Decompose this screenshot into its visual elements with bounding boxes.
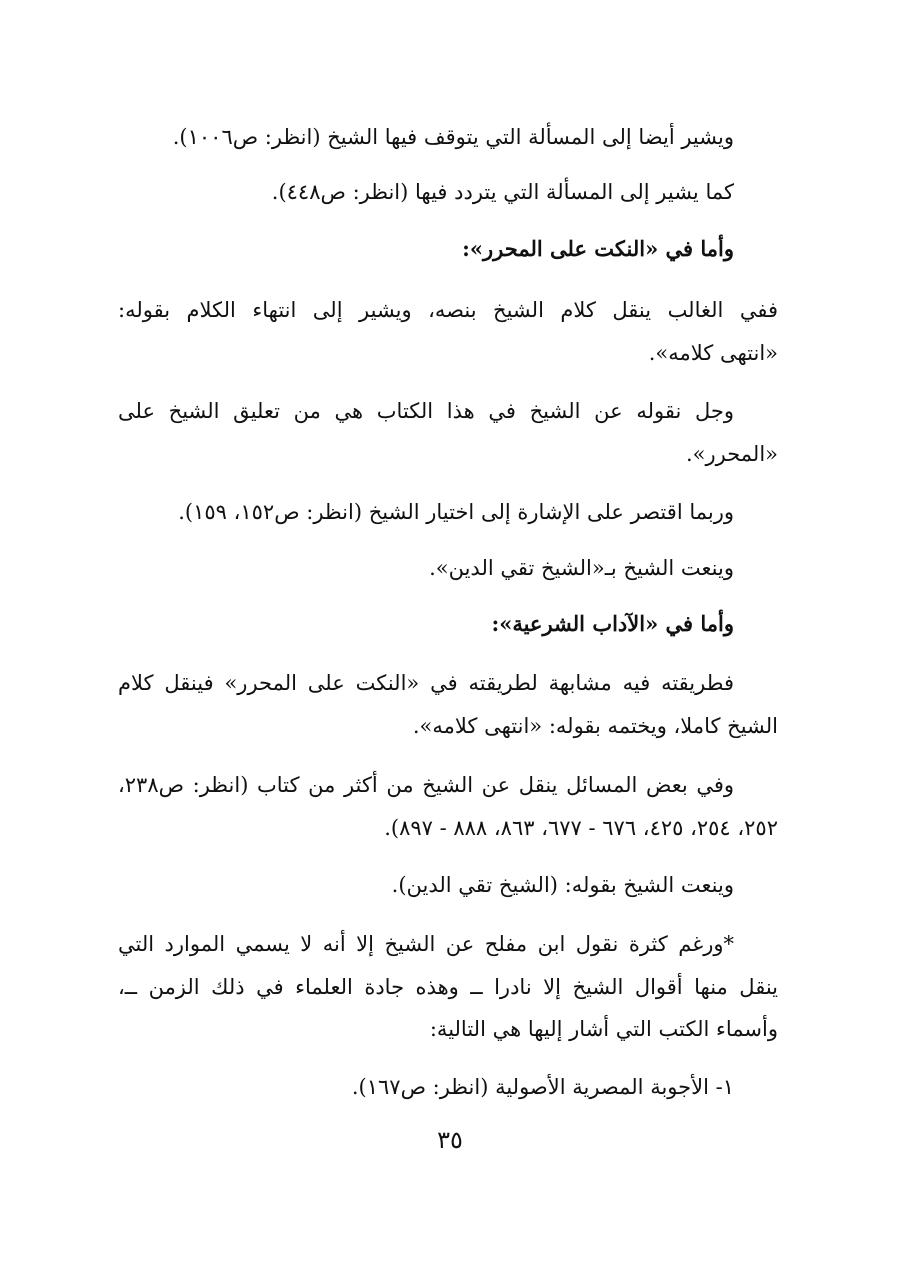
section-heading: وأما في «الآداب الشرعية»: [491, 611, 734, 636]
text-line: «انتهى كلامه». [648, 341, 778, 365]
text-line: «المحرر». [685, 442, 778, 466]
text-line: وفي بعض المسائل ينقل عن الشيخ من أكثر من كتاب (انظر: ص٢٣٨، [118, 773, 734, 797]
text-line: ينقل منها أقوال الشيخ إلا نادرا ــ وهذه جادة العلماء في ذلك الزمن ــ، [118, 975, 778, 999]
text-line: كما يشير إلى المسألة التي يتردد فيها (انظر: ص٤٤٨). [271, 180, 734, 204]
text-line: فطريقته فيه مشابهة لطريقته في «النكت على المحرر» فينقل كلام [118, 671, 734, 695]
text-line: *ورغم كثرة نقول ابن مفلح عن الشيخ إلا أنه لا يسمي الموارد التي [118, 932, 734, 956]
text-line: ففي الغالب ينقل كلام الشيخ بنصه، ويشير إلى انتهاء الكلام بقوله: [118, 298, 778, 322]
text-line: وجل نقوله عن الشيخ في هذا الكتاب هي من تعليق الشيخ على [118, 399, 734, 423]
section-heading: وأما في «النكت على المحرر»: [462, 236, 734, 261]
text-line: وينعت الشيخ بقوله: (الشيخ تقي الدين). [391, 873, 734, 897]
text-line: وربما اقتصر على الإشارة إلى اختيار الشيخ (انظر: ص١٥٢، ١٥٩). [178, 500, 734, 524]
page-number: ٣٥ [437, 1126, 463, 1154]
text-line: وأسماء الكتب التي أشار إليها هي التالية: [429, 1017, 778, 1041]
text-line: ٢٥٢، ٢٥٤، ٤٢٥، ٦٧٦ - ٦٧٧، ٨٦٣، ٨٨٨ - ٨٩٧). [384, 816, 778, 840]
list-item: ١- الأجوبة المصرية الأصولية (انظر: ص١٦٧). [351, 1075, 734, 1099]
text-line: وينعت الشيخ بـ«الشيخ تقي الدين». [429, 556, 734, 580]
text-line: ويشير أيضا إلى المسألة التي يتوقف فيها الشيخ (انظر: ص١٠٠٦). [172, 125, 734, 149]
text-line: الشيخ كاملا، ويختمه بقوله: «انتهى كلامه». [412, 714, 778, 738]
